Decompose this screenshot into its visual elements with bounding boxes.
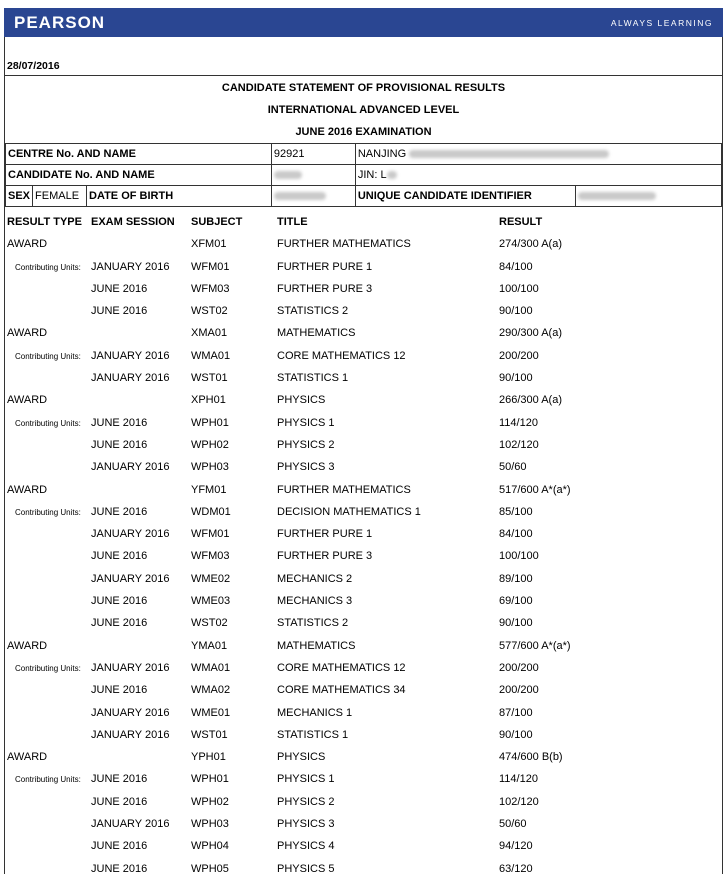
result-cell: 100/100	[499, 282, 539, 295]
unit-row	[5, 257, 722, 279]
title-cell: FURTHER PURE 1	[277, 260, 373, 273]
award-row	[5, 323, 722, 345]
subject-code-cell: WME01	[191, 706, 231, 719]
subject-code-cell: WST01	[191, 728, 228, 741]
centre-name: NANJING	[357, 148, 407, 160]
result-type-cell: AWARD	[7, 327, 48, 340]
subject-code-cell: XFM01	[191, 238, 227, 251]
pearson-header-bar	[4, 8, 723, 37]
subject-code-cell: WME02	[191, 572, 231, 585]
unit-row	[5, 569, 722, 591]
title-cell: STATISTICS 2	[277, 617, 349, 630]
subject-code-cell: WPH01	[191, 773, 229, 786]
result-type-cell: AWARD	[7, 751, 48, 764]
result-cell: 102/120	[499, 795, 539, 808]
unit-row	[5, 591, 722, 613]
result-type-cell: Contributing Units:	[15, 663, 81, 673]
exam-session-cell: JUNE 2016	[91, 438, 148, 451]
award-row	[5, 747, 722, 769]
title-cell: PHYSICS	[277, 394, 326, 407]
subject-code-cell: WFM03	[191, 550, 230, 563]
title-cell: MATHEMATICS	[277, 327, 356, 340]
unit-row	[5, 435, 722, 457]
result-type-cell: AWARD	[7, 394, 48, 407]
exam-session-cell: JUNE 2016	[91, 550, 148, 563]
unit-row	[5, 368, 722, 390]
col-header-result: RESULT	[499, 216, 543, 228]
award-row	[5, 234, 722, 256]
subject-code-cell: WST01	[191, 372, 228, 385]
exam-session-cell: JANUARY 2016	[91, 572, 170, 585]
result-type-cell: AWARD	[7, 483, 48, 496]
unit-row	[5, 346, 722, 368]
exam-session-cell: JANUARY 2016	[91, 818, 170, 831]
subject-code-cell: XMA01	[191, 327, 228, 340]
result-cell: 85/100	[499, 505, 533, 518]
result-cell: 50/60	[499, 818, 527, 831]
exam-session-cell: JANUARY 2016	[91, 528, 170, 541]
award-row	[5, 480, 722, 502]
result-type-cell: Contributing Units:	[15, 775, 81, 785]
title-cell: FURTHER PURE 3	[277, 282, 373, 295]
exam-session-cell: JUNE 2016	[91, 840, 148, 853]
award-row	[5, 636, 722, 658]
centre-number: 92921	[271, 144, 355, 165]
unit-row	[5, 524, 722, 546]
title-cell: MATHEMATICS	[277, 639, 356, 652]
unit-row	[5, 413, 722, 435]
candidate-name-cell	[355, 165, 721, 186]
result-type-cell: AWARD	[7, 639, 48, 652]
subject-code-cell: WPH02	[191, 438, 229, 451]
result-cell: 102/120	[499, 438, 539, 451]
unit-row	[5, 703, 722, 725]
dob-label: DATE OF BIRTH	[87, 186, 272, 207]
subject-code-cell: WST02	[191, 305, 228, 318]
unit-row	[5, 792, 722, 814]
redacted-mark	[274, 192, 326, 200]
subject-code-cell: WPH02	[191, 795, 229, 808]
unit-row	[5, 680, 722, 702]
title-cell: FURTHER PURE 3	[277, 550, 373, 563]
title-cell: DECISION MATHEMATICS 1	[277, 505, 421, 518]
exam-session-cell: JUNE 2016	[91, 282, 148, 295]
result-cell: 69/100	[499, 595, 533, 608]
result-cell: 63/120	[499, 862, 533, 875]
candidate-number-cell	[271, 165, 355, 186]
title-cell: MECHANICS 2	[277, 572, 353, 585]
exam-session-cell: JANUARY 2016	[91, 349, 170, 362]
subject-code-cell: WDM01	[191, 505, 231, 518]
title-cell: CORE MATHEMATICS 34	[277, 684, 406, 697]
result-cell: 84/100	[499, 528, 533, 541]
unit-row	[5, 725, 722, 747]
unit-row	[5, 546, 722, 568]
result-cell: 94/120	[499, 840, 533, 853]
title-cell: STATISTICS 1	[277, 728, 349, 741]
title-cell: CORE MATHEMATICS 12	[277, 349, 406, 362]
exam-session-cell: JANUARY 2016	[91, 461, 170, 474]
exam-session-cell: JANUARY 2016	[91, 728, 170, 741]
exam-session-cell: JUNE 2016	[91, 416, 148, 429]
candidate-info-table	[5, 143, 722, 207]
result-cell: 89/100	[499, 572, 533, 585]
col-header-subject: SUBJECT	[191, 216, 243, 228]
redacted-mark	[578, 192, 656, 200]
header-tagline: ALWAYS LEARNING	[610, 17, 713, 28]
result-cell: 274/300 A(a)	[499, 238, 562, 251]
centre-name-cell	[355, 144, 721, 165]
unit-row	[5, 502, 722, 524]
unit-row	[5, 613, 722, 635]
redacted-mark	[274, 171, 302, 179]
uci-value-cell	[575, 186, 721, 207]
unit-row	[5, 859, 722, 881]
result-type-cell: Contributing Units:	[15, 351, 81, 361]
subject-code-cell: XPH01	[191, 394, 226, 407]
result-cell: 90/100	[499, 305, 533, 318]
redacted-mark	[409, 150, 609, 158]
subject-code-cell: YPH01	[191, 751, 226, 764]
exam-session-cell: JUNE 2016	[91, 795, 148, 808]
result-cell: 290/300 A(a)	[499, 327, 562, 340]
subject-code-cell: WMA01	[191, 661, 231, 674]
award-row	[5, 390, 722, 412]
results-header-row	[5, 212, 722, 234]
subject-code-cell: WFM01	[191, 528, 230, 541]
result-cell: 100/100	[499, 550, 539, 563]
title-cell: CORE MATHEMATICS 12	[277, 661, 406, 674]
result-cell: 577/600 A*(a*)	[499, 639, 571, 652]
subject-code-cell: WPH05	[191, 862, 229, 875]
result-cell: 90/100	[499, 372, 533, 385]
qualification-level: INTERNATIONAL ADVANCED LEVEL	[267, 104, 460, 116]
unit-row	[5, 279, 722, 301]
result-cell: 87/100	[499, 706, 533, 719]
result-cell: 114/120	[499, 416, 538, 429]
title-cell: PHYSICS 3	[277, 818, 335, 831]
unit-row	[5, 769, 722, 791]
uci-label: UNIQUE CANDIDATE IDENTIFIER	[355, 186, 575, 207]
subject-code-cell: WPH03	[191, 461, 229, 474]
result-cell: 200/200	[499, 349, 539, 362]
title-cell: PHYSICS 2	[277, 438, 335, 451]
title-cell: PHYSICS	[277, 751, 326, 764]
exam-session-cell: JUNE 2016	[91, 773, 148, 786]
subject-code-cell: WME03	[191, 595, 231, 608]
subject-code-cell: WFM01	[191, 260, 230, 273]
subject-code-cell: YMA01	[191, 639, 228, 652]
result-type-cell: Contributing Units:	[15, 262, 81, 272]
result-type-cell: Contributing Units:	[15, 418, 81, 428]
title-cell: PHYSICS 1	[277, 416, 335, 429]
unit-row	[5, 457, 722, 479]
subject-code-cell: WPH04	[191, 840, 229, 853]
subject-code-cell: WST02	[191, 617, 228, 630]
col-header-title: TITLE	[277, 216, 308, 228]
result-type-cell: AWARD	[7, 238, 48, 251]
title-cell: STATISTICS 2	[277, 305, 349, 318]
title-cell: MECHANICS 1	[277, 706, 353, 719]
title-cell: MECHANICS 3	[277, 595, 353, 608]
title-cell: PHYSICS 3	[277, 461, 335, 474]
candidate-label: CANDIDATE No. AND NAME	[6, 165, 272, 186]
sex-value: FEMALE	[33, 186, 87, 207]
subject-code-cell: YFM01	[191, 483, 227, 496]
statement-date: 28/07/2016	[7, 60, 60, 72]
pearson-logo: PEARSON	[14, 12, 106, 32]
exam-session-cell: JUNE 2016	[91, 862, 148, 875]
statement-title: CANDIDATE STATEMENT OF PROVISIONAL RESULTS	[221, 82, 506, 94]
exam-session-cell: JUNE 2016	[91, 505, 148, 518]
title-cell: PHYSICS 1	[277, 773, 335, 786]
result-cell: 517/600 A*(a*)	[499, 483, 571, 496]
result-cell: 474/600 B(b)	[499, 751, 563, 764]
exam-session-cell: JUNE 2016	[91, 595, 148, 608]
redacted-mark	[387, 171, 397, 179]
title-cell: PHYSICS 5	[277, 862, 335, 875]
subject-code-cell: WPH01	[191, 416, 229, 429]
subject-code-cell: WMA01	[191, 349, 231, 362]
title-cell: FURTHER MATHEMATICS	[277, 483, 411, 496]
unit-row	[5, 658, 722, 680]
result-cell: 200/200	[499, 661, 539, 674]
exam-series: JUNE 2016 EXAMINATION	[295, 126, 432, 138]
exam-session-cell: JANUARY 2016	[91, 260, 170, 273]
exam-session-cell: JUNE 2016	[91, 617, 148, 630]
result-cell: 114/120	[499, 773, 538, 786]
col-header-result-type: RESULT TYPE	[7, 216, 82, 228]
dob-value-cell	[271, 186, 355, 207]
subject-code-cell: WPH03	[191, 818, 229, 831]
divider	[5, 75, 722, 76]
result-cell: 90/100	[499, 617, 533, 630]
results-document	[4, 8, 723, 874]
exam-session-cell: JANUARY 2016	[91, 706, 170, 719]
title-cell: FURTHER PURE 1	[277, 528, 373, 541]
title-cell: PHYSICS 4	[277, 840, 335, 853]
candidate-name: JIN: L	[357, 169, 387, 181]
subject-code-cell: WFM03	[191, 282, 230, 295]
exam-session-cell: JANUARY 2016	[91, 661, 170, 674]
result-cell: 84/100	[499, 260, 533, 273]
col-header-exam-session: EXAM SESSION	[91, 216, 175, 228]
sex-label: SEX	[6, 186, 33, 207]
result-cell: 266/300 A(a)	[499, 394, 562, 407]
exam-session-cell: JANUARY 2016	[91, 372, 170, 385]
result-type-cell: Contributing Units:	[15, 507, 81, 517]
unit-row	[5, 814, 722, 836]
result-cell: 50/60	[499, 461, 527, 474]
title-cell: FURTHER MATHEMATICS	[277, 238, 411, 251]
subject-code-cell: WMA02	[191, 684, 231, 697]
result-cell: 90/100	[499, 728, 533, 741]
exam-session-cell: JUNE 2016	[91, 684, 148, 697]
unit-row	[5, 301, 722, 323]
result-cell: 200/200	[499, 684, 539, 697]
exam-session-cell: JUNE 2016	[91, 305, 148, 318]
title-cell: STATISTICS 1	[277, 372, 349, 385]
title-cell: PHYSICS 2	[277, 795, 335, 808]
results-table	[5, 212, 722, 881]
unit-row	[5, 836, 722, 858]
centre-label: CENTRE No. AND NAME	[6, 144, 272, 165]
